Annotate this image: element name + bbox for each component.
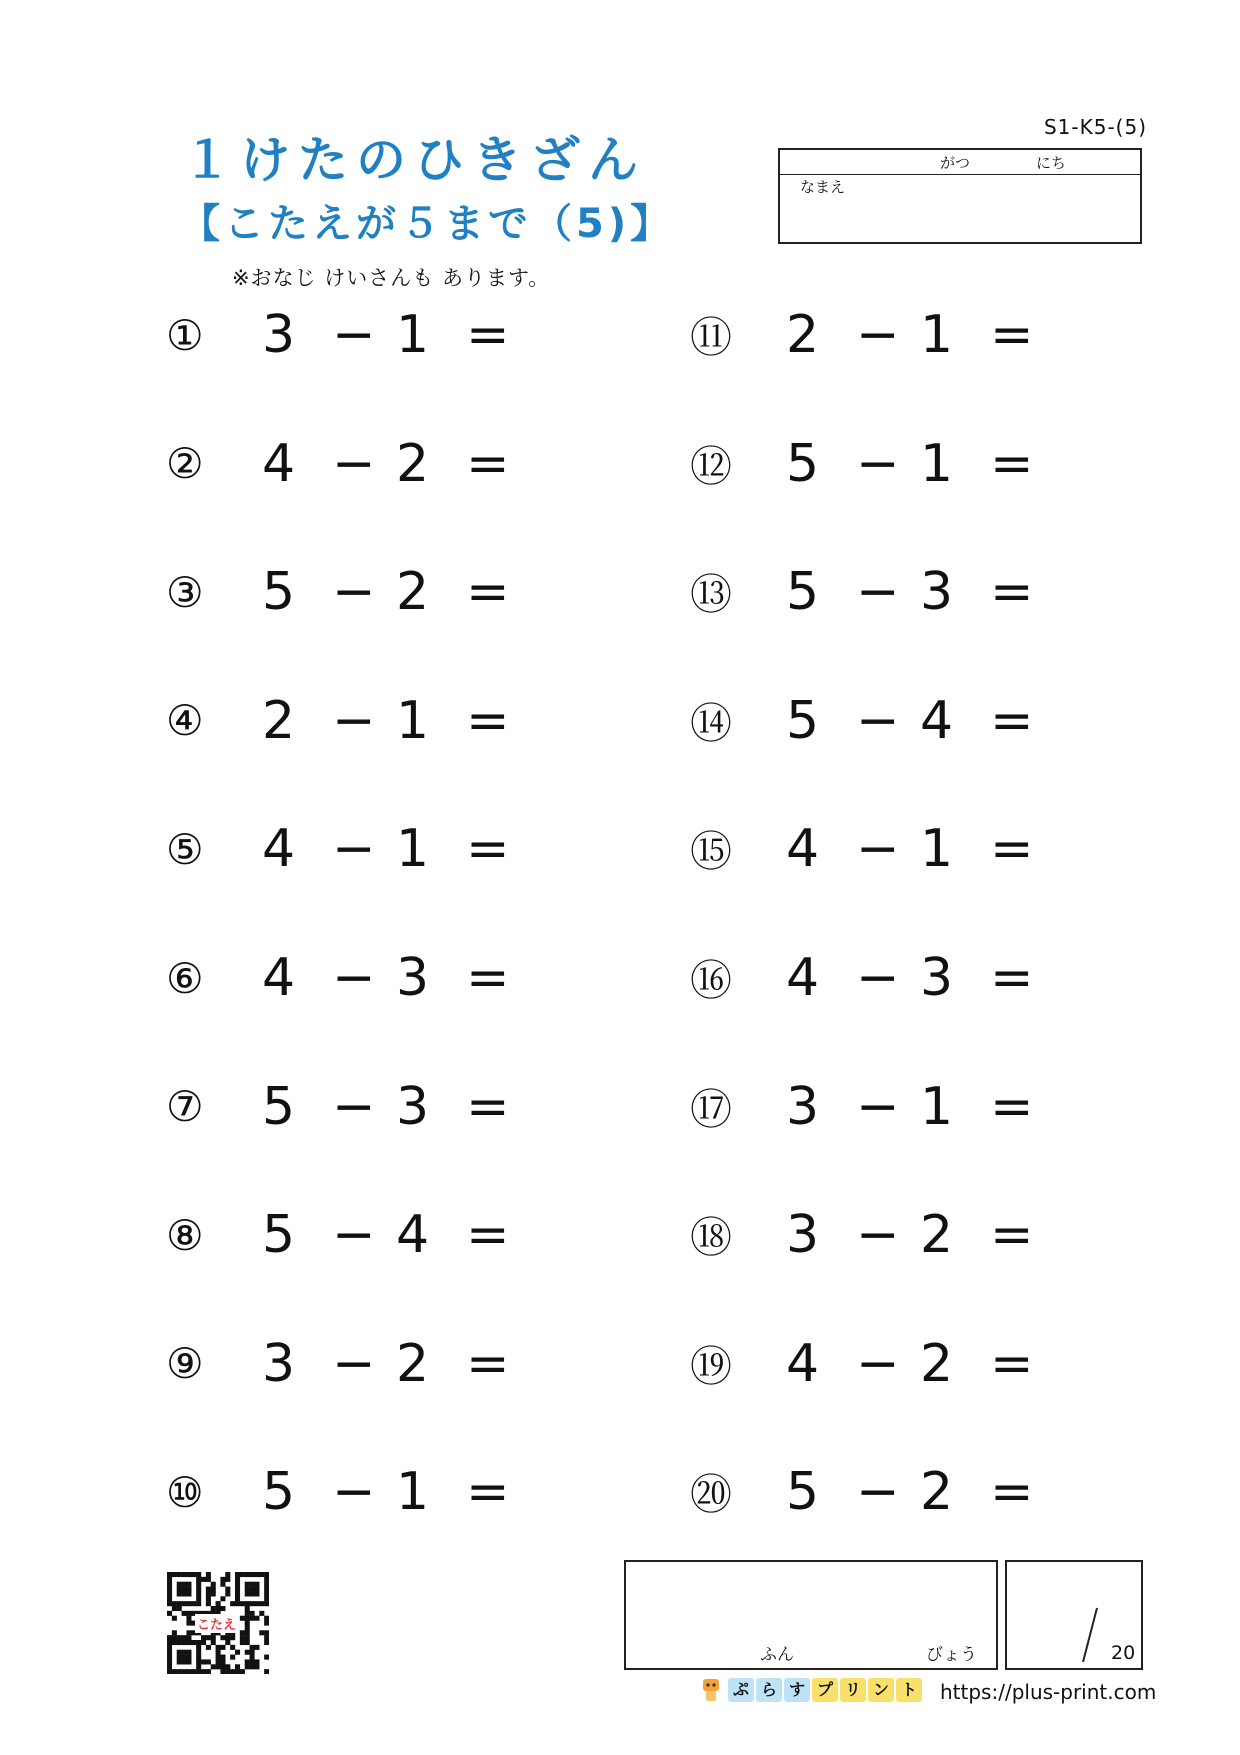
logo-char: ン (868, 1678, 894, 1702)
problem-item (690, 809, 1050, 889)
problem-minuend: 5 (786, 562, 820, 623)
problem-equals: = (990, 690, 1034, 751)
problem-operator: − (332, 819, 376, 880)
problem-item (166, 681, 526, 761)
problem-equals: = (990, 819, 1034, 880)
problem-item (166, 938, 526, 1018)
day-label: にち (1036, 154, 1067, 172)
problem-item (690, 681, 1050, 761)
problem-item (690, 1195, 1050, 1275)
problem-minuend: 5 (262, 1076, 296, 1137)
month-label: がつ (940, 154, 971, 172)
problem-subtrahend: 3 (920, 562, 954, 623)
problem-equals: = (466, 1333, 510, 1394)
qr-label: こたえ (195, 1614, 238, 1633)
problem-operator: − (856, 948, 900, 1008)
problem-operator: − (856, 433, 900, 494)
problem-subtrahend: 4 (920, 690, 954, 751)
problem-item (166, 809, 526, 889)
problem-equals: = (466, 1205, 510, 1266)
problem-operator: − (856, 1333, 900, 1394)
problem-subtrahend: 2 (396, 1333, 430, 1394)
worksheet-title: １けたのひきざん (182, 131, 646, 189)
problem-equals: = (466, 1462, 510, 1523)
problem-subtrahend: 1 (396, 1462, 430, 1523)
seconds-label: びょう (926, 1645, 977, 1665)
problem-equals: = (466, 690, 510, 751)
problem-number: ④ (166, 696, 204, 746)
problem-minuend: 4 (262, 948, 296, 1008)
problem-operator: − (332, 1205, 376, 1266)
problem-number: ⑱ (690, 1213, 733, 1263)
problem-minuend: 5 (786, 433, 820, 494)
problem-equals: = (990, 1205, 1034, 1266)
problem-equals: = (466, 1076, 510, 1137)
problem-number: ⑥ (166, 953, 204, 1003)
problem-subtrahend: 3 (920, 948, 954, 1008)
problem-subtrahend: 1 (396, 690, 430, 751)
problem-operator: − (332, 433, 376, 494)
problem-minuend: 4 (262, 433, 296, 494)
problem-minuend: 2 (786, 305, 820, 365)
worksheet-subtitle: 【こたえが５まで（5)】 (180, 201, 675, 247)
minutes-label: ふん (760, 1645, 794, 1665)
logo-char: リ (840, 1678, 866, 1702)
problem-item (166, 295, 526, 375)
problem-minuend: 5 (262, 562, 296, 623)
problem-equals: = (466, 433, 510, 494)
problem-number: ⑧ (166, 1210, 204, 1260)
worksheet-code: S1-K5-(5) (1043, 115, 1147, 139)
problem-subtrahend: 3 (396, 1076, 430, 1137)
problem-equals: = (466, 819, 510, 880)
problem-item (166, 552, 526, 632)
problem-number: ⑦ (166, 1082, 204, 1132)
problem-minuend: 5 (262, 1462, 296, 1523)
problem-equals: = (990, 1462, 1034, 1523)
problem-operator: − (332, 690, 376, 751)
problem-operator: − (856, 690, 900, 751)
plus-print-logo (700, 1677, 924, 1703)
problem-minuend: 4 (262, 819, 296, 880)
problem-subtrahend: 4 (396, 1205, 430, 1266)
problem-item (690, 938, 1050, 1018)
problem-subtrahend: 2 (920, 1333, 954, 1394)
problem-number: ⑪ (690, 313, 733, 362)
problem-minuend: 4 (786, 1333, 820, 1394)
problem-subtrahend: 3 (396, 948, 430, 1008)
problem-number: ⑮ (690, 827, 733, 877)
problem-minuend: 3 (786, 1205, 820, 1266)
problem-operator: − (856, 819, 900, 880)
problem-item (166, 424, 526, 504)
problem-equals: = (990, 305, 1034, 365)
problem-item (690, 1067, 1050, 1147)
problem-minuend: 3 (786, 1076, 820, 1137)
problem-number: ① (166, 310, 204, 360)
problem-subtrahend: 1 (920, 1076, 954, 1137)
problem-number: ⑭ (690, 698, 733, 748)
site-url[interactable]: https://plus-print.com (940, 1680, 1157, 1704)
mascot-icon (700, 1677, 722, 1703)
problem-number: ③ (166, 567, 204, 617)
problem-operator: − (856, 562, 900, 623)
problem-number: ⑩ (166, 1467, 204, 1517)
problem-number: ⑫ (690, 441, 733, 491)
problem-subtrahend: 2 (920, 1205, 954, 1266)
problem-equals: = (990, 1333, 1034, 1394)
problem-subtrahend: 1 (920, 433, 954, 494)
problem-number: ⑰ (690, 1084, 733, 1134)
problem-minuend: 5 (262, 1205, 296, 1266)
logo-char: ら (756, 1678, 782, 1702)
problem-operator: − (856, 1462, 900, 1523)
problem-equals: = (990, 562, 1034, 623)
problem-equals: = (990, 1076, 1034, 1137)
score-total: 20 (1111, 1642, 1136, 1664)
problem-number: ⑨ (166, 1339, 204, 1389)
problem-item (690, 1452, 1050, 1532)
logo-char: プ (812, 1678, 838, 1702)
problem-operator: − (332, 1333, 376, 1394)
problem-item (166, 1067, 526, 1147)
problem-operator: − (332, 948, 376, 1008)
problem-minuend: 4 (786, 948, 820, 1008)
problem-number: ⑬ (690, 570, 733, 620)
problem-number: ⑤ (166, 824, 204, 874)
problem-subtrahend: 1 (920, 305, 954, 365)
problem-number: ⑳ (690, 1470, 733, 1520)
problem-item (690, 424, 1050, 504)
problem-item (166, 1195, 526, 1275)
time-box (624, 1560, 998, 1670)
problem-minuend: 5 (786, 690, 820, 751)
problem-number: ② (166, 439, 204, 489)
problem-subtrahend: 2 (920, 1462, 954, 1523)
logo-text (728, 1678, 924, 1702)
problem-minuend: 3 (262, 1333, 296, 1394)
problem-equals: = (466, 305, 510, 365)
problem-item (690, 295, 1050, 375)
logo-char: ぷ (728, 1678, 754, 1702)
problem-equals: = (466, 562, 510, 623)
problem-operator: − (332, 1076, 376, 1137)
worksheet-note: ※おなじ けいさんも あります。 (232, 266, 551, 290)
problem-operator: − (332, 562, 376, 623)
problem-subtrahend: 1 (396, 305, 430, 365)
problem-equals: = (466, 948, 510, 1008)
problem-minuend: 2 (262, 690, 296, 751)
problem-minuend: 5 (786, 1462, 820, 1523)
problem-subtrahend: 2 (396, 562, 430, 623)
problem-operator: − (856, 305, 900, 365)
problem-minuend: 4 (786, 819, 820, 880)
problem-subtrahend: 1 (396, 819, 430, 880)
problem-subtrahend: 2 (396, 433, 430, 494)
problem-item (690, 1324, 1050, 1404)
logo-char: す (784, 1678, 810, 1702)
problem-item (166, 1452, 526, 1532)
problem-number: ⑯ (690, 956, 733, 1005)
problem-item (690, 552, 1050, 632)
problem-equals: = (990, 948, 1034, 1008)
problem-item (166, 1324, 526, 1404)
score-box (1005, 1560, 1143, 1670)
problem-operator: − (856, 1076, 900, 1137)
problem-operator: − (856, 1205, 900, 1266)
logo-char: ト (896, 1678, 922, 1702)
name-label: なまえ (800, 178, 846, 196)
problem-operator: − (332, 305, 376, 365)
problem-equals: = (990, 433, 1034, 494)
problem-operator: − (332, 1462, 376, 1523)
problem-subtrahend: 1 (920, 819, 954, 880)
problem-number: ⑲ (690, 1341, 733, 1391)
answer-qr-code[interactable] (167, 1572, 269, 1674)
problem-minuend: 3 (262, 305, 296, 365)
